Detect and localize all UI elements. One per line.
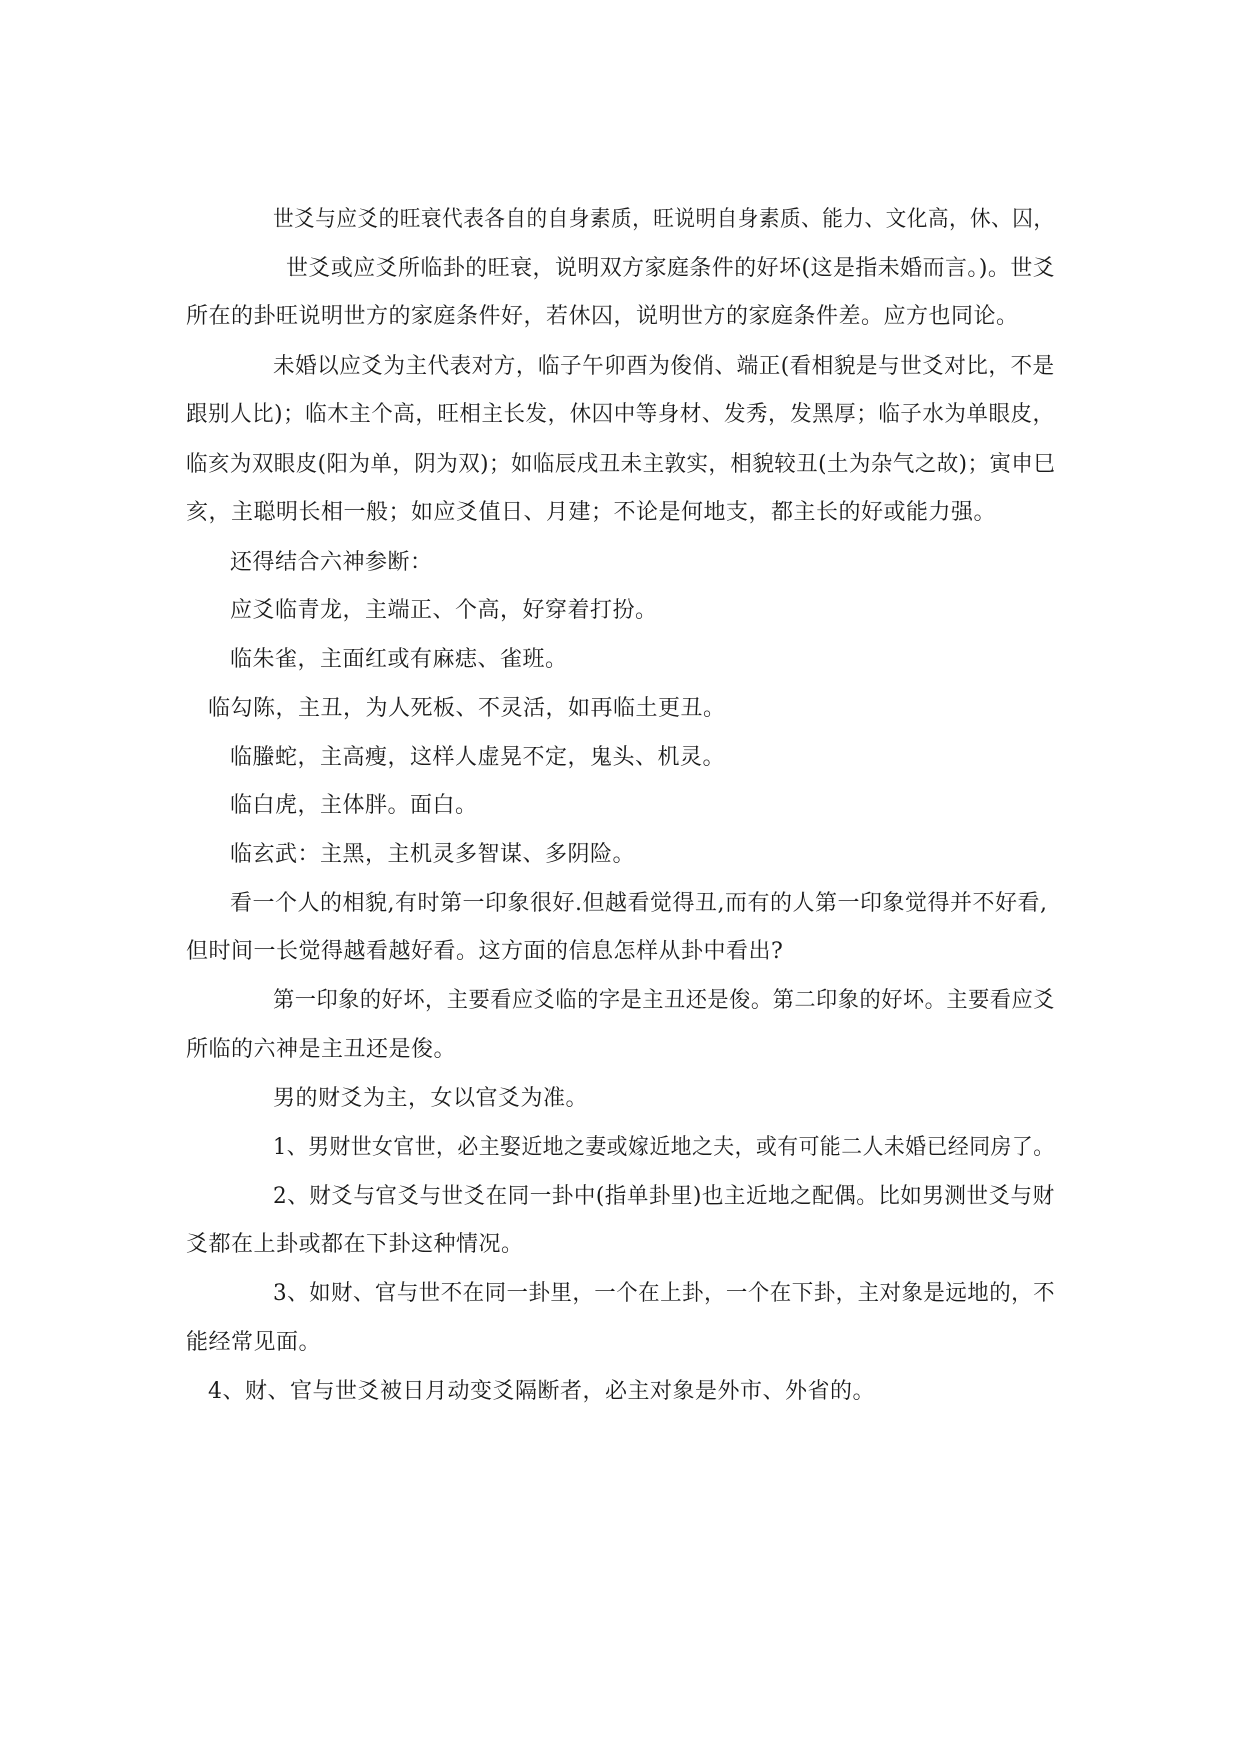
text-line: 临螣蛇，主高瘦，这样人虚晃不定，鬼头、机灵。	[230, 745, 726, 770]
text-line: 能经常见面。	[186, 1330, 322, 1355]
text-line: 看一个人的相貌,有时第一印象很好.但越看觉得丑,而有的人第一印象觉得并不好看,	[230, 891, 1048, 916]
text-line: 世爻与应爻的旺衰代表各自的自身素质，旺说明自身素质、能力、文化高，休、囚，	[273, 207, 1055, 232]
text-line: 4、财、官与世爻被日月动变爻隔断者，必主对象是外市、外省的。	[208, 1379, 875, 1404]
text-line: 临玄武：主黑，主机灵多智谋、多阴险。	[230, 842, 636, 867]
text-line: 爻都在上卦或都在下卦这种情况。	[186, 1232, 524, 1257]
text-line: 男的财爻为主，女以官爻为准。	[273, 1086, 589, 1111]
text-line: 临白虎，主体胖。面白。	[230, 793, 478, 818]
text-line: 临亥为双眼皮(阳为单，阴为双)；如临辰戌丑未主敦实，相貌较丑(土为杂气之故)；寅申巳	[186, 452, 1056, 477]
text-line: 第一印象的好坏，主要看应爻临的字是主丑还是俊。第二印象的好坏。主要看应爻	[273, 988, 1055, 1013]
text-line: 但时间一长觉得越看越好看。这方面的信息怎样从卦中看出?	[186, 939, 784, 964]
text-line: 亥，主聪明长相一般；如应爻值日、月建；不论是何地支，都主长的好或能力强。	[186, 500, 997, 525]
text-line: 1、男财世女官世，必主娶近地之妻或嫁近地之夫，或有可能二人未婚已经同房了。	[273, 1135, 1055, 1160]
text-line: 临朱雀，主面红或有麻痣、雀班。	[230, 647, 568, 672]
text-line: 所临的六神是主丑还是俊。	[186, 1037, 457, 1062]
text-line: 未婚以应爻为主代表对方，临子午卯酉为俊俏、端正(看相貌是与世爻对比，不是	[273, 354, 1055, 379]
text-line: 3、如财、官与世不在同一卦里，一个在上卦，一个在下卦，主对象是远地的，不	[273, 1281, 1056, 1306]
text-line: 所在的卦旺说明世方的家庭条件好，若休囚，说明世方的家庭条件差。应方也同论。	[186, 304, 1019, 329]
text-line: 世爻或应爻所临卦的旺衰，说明双方家庭条件的好坏(这是指未婚而言。)。世爻	[286, 256, 1056, 281]
text-line: 2、财爻与官爻与世爻在同一卦中(指单卦里)也主近地之配偶。比如男测世爻与财	[273, 1184, 1055, 1209]
text-line: 还得结合六神参断：	[230, 550, 433, 575]
text-line: 临勾陈，主丑，为人死板、不灵活，如再临土更丑。	[208, 696, 726, 721]
text-line: 应爻临青龙，主端正、个高，好穿着打扮。	[230, 598, 658, 623]
text-line: 跟别人比)；临木主个高，旺相主长发，休囚中等身材、发秀，发黑厚；临子水为单眼皮，	[186, 402, 1055, 427]
